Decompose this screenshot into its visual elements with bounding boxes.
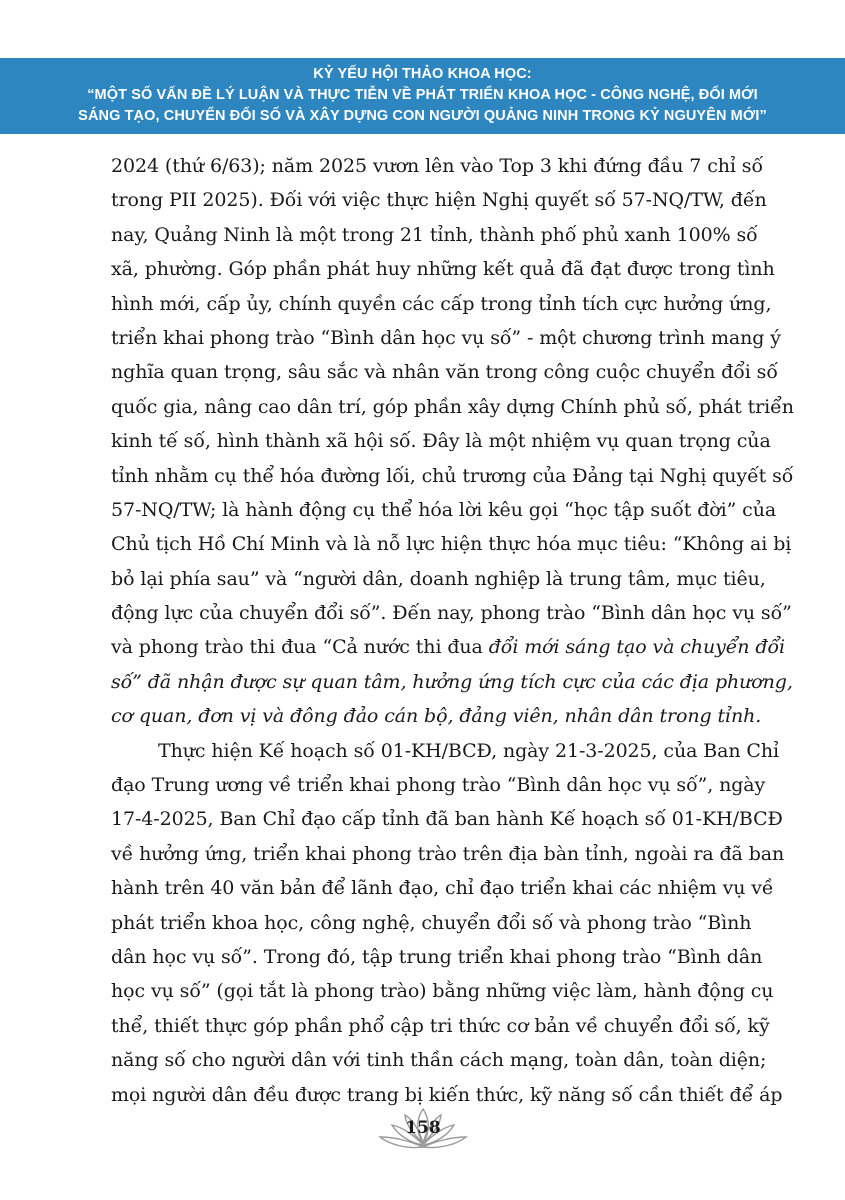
text-line: đạo Trung ương về triển khai phong trào “Bình dân học vụ số”, ngày: [111, 774, 766, 797]
text-line: hình mới, cấp ủy, chính quyền các cấp trong tỉnh tích cực hưởng ứng,: [111, 292, 772, 315]
text-line: [111, 699, 762, 733]
text-line: năng số cho người dân với tinh thần cách mạng, toàn dân, toàn diện;: [111, 1049, 767, 1072]
text-line: Chủ tịch Hồ Chí Minh và là nỗ lực hiện thực hóa mục tiêu: “Không ai bị: [111, 533, 792, 556]
text-segment: và phong trào thi đua “Cả nước thi đua: [111, 636, 489, 659]
text-line: dân học vụ số”. Trong đó, tập trung triển khai phong trào “Bình dân: [111, 945, 763, 968]
text-line: quốc gia, nâng cao dân trí, góp phần xây dựng Chính phủ số, phát triển: [111, 395, 794, 418]
text-line: học vụ số” (gọi tắt là phong trào) bằng những việc làm, hành động cụ: [111, 980, 774, 1003]
text-line: hành trên 40 văn bản để lãnh đạo, chỉ đạo triển khai các nhiệm vụ về: [111, 877, 774, 900]
text-line: phát triển khoa học, công nghệ, chuyển đổi số và phong trào “Bình: [111, 911, 752, 934]
text-line: động lực của chuyển đổi số”. Đến nay, phong trào “Bình dân học vụ số”: [111, 602, 792, 625]
text-line: tỉnh nhằm cụ thể hóa đường lối, chủ trương của Đảng tại Nghị quyết số: [111, 464, 794, 487]
text-line: bỏ lại phía sau” và “người dân, doanh nghiệp là trung tâm, mục tiêu,: [111, 567, 766, 590]
body-text: [111, 149, 794, 1112]
text-line: trong PII 2025). Đối với việc thực hiện Nghị quyết số 57-NQ/TW, đến: [111, 189, 767, 212]
header-line-3: SÁNG TẠO, CHUYỂN ĐỔI SỐ VÀ XÂY DỰNG CON NGƯỜI QUẢNG NINH TRONG KỶ NGUYÊN MỚI”: [78, 108, 767, 124]
text-line: thể, thiết thực góp phần phổ cập tri thức cơ bản về chuyển đổi số, kỹ: [111, 1014, 770, 1037]
italic-segment: đổi mới sáng tạo và chuyển đổi: [488, 636, 785, 659]
header-line-1: KỶ YẾU HỘI THẢO KHOA HỌC:: [313, 66, 532, 82]
text-line: mọi người dân đều được trang bị kiến thức, kỹ năng số cần thiết để áp: [111, 1083, 783, 1106]
text-line: 57-NQ/TW; là hành động cụ thể hóa lời kêu gọi “học tập suốt đời” của: [111, 498, 777, 521]
text-line: triển khai phong trào “Bình dân học vụ số” - một chương trình mang ý: [111, 326, 781, 349]
page-number: 158: [405, 1118, 441, 1138]
text-line: [111, 665, 793, 699]
paragraph-first-line: Thực hiện Kế hoạch số 01-KH/BCĐ, ngày 21-3-2025, của Ban Chỉ: [158, 739, 779, 762]
text-line: 17-4-2025, Ban Chỉ đạo cấp tỉnh đã ban hành Kế hoạch số 01-KH/BCĐ: [111, 808, 783, 831]
header-banner: [0, 58, 845, 134]
text-line: xã, phường. Góp phần phát huy những kết quả đã đạt được trong tình: [111, 258, 775, 281]
text-line: nay, Quảng Ninh là một trong 21 tỉnh, thành phố phủ xanh 100% số: [111, 223, 758, 246]
text-line-mixed: [111, 630, 785, 664]
text-line: kinh tế số, hình thành xã hội số. Đây là một nhiệm vụ quan trọng của: [111, 430, 771, 453]
italic-segment: số” đã nhận được sự quan tâm, hưởng ứng tích cực của các địa phương,: [111, 670, 793, 693]
text-line: 2024 (thứ 6/63); năm 2025 vươn lên vào Top 3 khi đứng đầu 7 chỉ số: [111, 155, 763, 177]
header-line-2: “MỘT SỐ VẤN ĐỀ LÝ LUẬN VÀ THỰC TIỄN VỀ PHÁT TRIỂN KHOA HỌC - CÔNG NGHỆ, ĐỔI MỚI: [87, 87, 758, 103]
text-line: về hưởng ứng, triển khai phong trào trên địa bàn tỉnh, ngoài ra đã ban: [111, 842, 785, 865]
italic-segment: cơ quan, đơn vị và đông đảo cán bộ, đảng viên, nhân dân trong tỉnh.: [111, 705, 762, 728]
text-line: nghĩa quan trọng, sâu sắc và nhân văn trong công cuộc chuyển đổi số: [111, 361, 778, 384]
